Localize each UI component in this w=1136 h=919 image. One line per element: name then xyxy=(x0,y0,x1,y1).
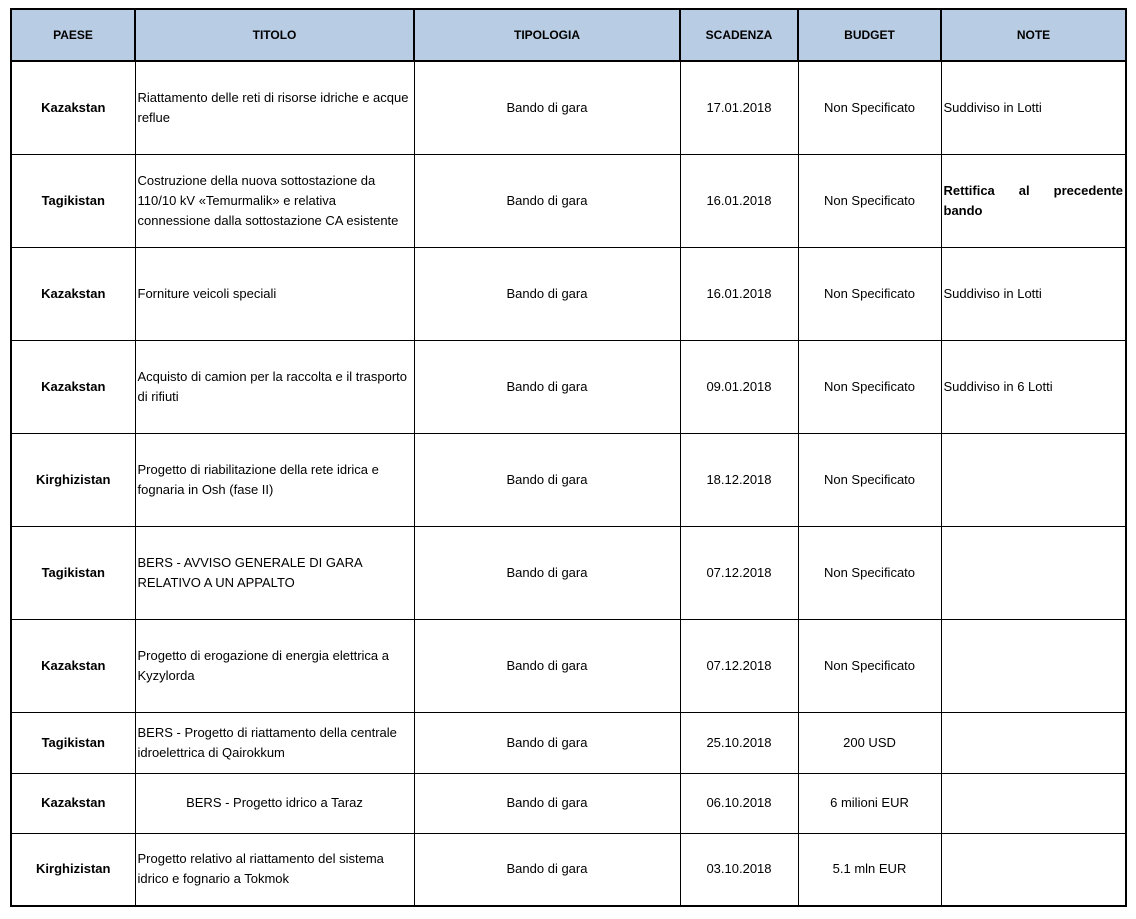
cell-note xyxy=(941,433,1126,526)
cell-note xyxy=(941,712,1126,773)
header-note: NOTE xyxy=(941,9,1126,61)
cell-tipologia: Bando di gara xyxy=(414,712,680,773)
cell-scadenza: 07.12.2018 xyxy=(680,526,798,619)
table-row xyxy=(11,833,1126,906)
cell-budget: 200 USD xyxy=(798,712,941,773)
cell-note xyxy=(941,619,1126,712)
cell-scadenza: 03.10.2018 xyxy=(680,833,798,906)
header-paese: PAESE xyxy=(11,9,135,61)
cell-titolo: BERS - AVVISO GENERALE DI GARA RELATIVO A UN APPALTO xyxy=(135,526,414,619)
cell-scadenza: 09.01.2018 xyxy=(680,340,798,433)
header-row xyxy=(11,9,1126,61)
cell-note: Suddiviso in Lotti xyxy=(941,247,1126,340)
cell-note: Rettifica al precedente bando xyxy=(941,154,1126,247)
cell-tipologia: Bando di gara xyxy=(414,247,680,340)
cell-titolo: BERS - Progetto di riattamento della centrale idroelettrica di Qairokkum xyxy=(135,712,414,773)
tenders-table xyxy=(10,8,1127,907)
cell-tipologia: Bando di gara xyxy=(414,154,680,247)
cell-tipologia: Bando di gara xyxy=(414,773,680,833)
header-scadenza: SCADENZA xyxy=(680,9,798,61)
cell-titolo: Progetto di erogazione di energia elettrica a Kyzylorda xyxy=(135,619,414,712)
cell-paese: Kazakstan xyxy=(11,773,135,833)
cell-scadenza: 06.10.2018 xyxy=(680,773,798,833)
cell-note: Suddiviso in 6 Lotti xyxy=(941,340,1126,433)
cell-tipologia: Bando di gara xyxy=(414,833,680,906)
header-budget: BUDGET xyxy=(798,9,941,61)
cell-tipologia: Bando di gara xyxy=(414,526,680,619)
cell-scadenza: 17.01.2018 xyxy=(680,61,798,154)
cell-titolo: BERS - Progetto idrico a Taraz xyxy=(135,773,414,833)
cell-budget: Non Specificato xyxy=(798,61,941,154)
table-row xyxy=(11,433,1126,526)
cell-scadenza: 25.10.2018 xyxy=(680,712,798,773)
cell-budget: Non Specificato xyxy=(798,619,941,712)
cell-budget: Non Specificato xyxy=(798,433,941,526)
header-tipologia: TIPOLOGIA xyxy=(414,9,680,61)
table-row xyxy=(11,154,1126,247)
cell-titolo: Riattamento delle reti di risorse idriche e acque reflue xyxy=(135,61,414,154)
cell-paese: Tagikistan xyxy=(11,712,135,773)
cell-tipologia: Bando di gara xyxy=(414,433,680,526)
cell-scadenza: 07.12.2018 xyxy=(680,619,798,712)
cell-titolo: Acquisto di camion per la raccolta e il trasporto di rifiuti xyxy=(135,340,414,433)
cell-paese: Kirghizistan xyxy=(11,833,135,906)
cell-tipologia: Bando di gara xyxy=(414,619,680,712)
header-titolo: TITOLO xyxy=(135,9,414,61)
table-row xyxy=(11,340,1126,433)
cell-budget: Non Specificato xyxy=(798,154,941,247)
cell-budget: Non Specificato xyxy=(798,247,941,340)
cell-titolo: Progetto relativo al riattamento del sistema idrico e fognario a Tokmok xyxy=(135,833,414,906)
cell-note xyxy=(941,773,1126,833)
cell-note: Suddiviso in Lotti xyxy=(941,61,1126,154)
cell-paese: Kirghizistan xyxy=(11,433,135,526)
table-row xyxy=(11,712,1126,773)
cell-scadenza: 16.01.2018 xyxy=(680,154,798,247)
cell-paese: Kazakstan xyxy=(11,247,135,340)
cell-paese: Tagikistan xyxy=(11,526,135,619)
cell-paese: Kazakstan xyxy=(11,619,135,712)
cell-paese: Kazakstan xyxy=(11,340,135,433)
cell-budget: 6 milioni EUR xyxy=(798,773,941,833)
table-row xyxy=(11,247,1126,340)
cell-titolo: Costruzione della nuova sottostazione da 110/10 kV «Temurmalik» e relativa connessione dalla sottostazione CA esistente xyxy=(135,154,414,247)
table-row xyxy=(11,61,1126,154)
cell-budget: Non Specificato xyxy=(798,526,941,619)
cell-note xyxy=(941,833,1126,906)
cell-note xyxy=(941,526,1126,619)
cell-paese: Tagikistan xyxy=(11,154,135,247)
cell-budget: 5.1 mln EUR xyxy=(798,833,941,906)
cell-scadenza: 18.12.2018 xyxy=(680,433,798,526)
cell-titolo: Progetto di riabilitazione della rete idrica e fognaria in Osh (fase II) xyxy=(135,433,414,526)
cell-paese: Kazakstan xyxy=(11,61,135,154)
cell-budget: Non Specificato xyxy=(798,340,941,433)
table-row xyxy=(11,773,1126,833)
cell-tipologia: Bando di gara xyxy=(414,61,680,154)
table-row xyxy=(11,619,1126,712)
cell-titolo: Forniture veicoli speciali xyxy=(135,247,414,340)
cell-scadenza: 16.01.2018 xyxy=(680,247,798,340)
table-row xyxy=(11,526,1126,619)
cell-tipologia: Bando di gara xyxy=(414,340,680,433)
